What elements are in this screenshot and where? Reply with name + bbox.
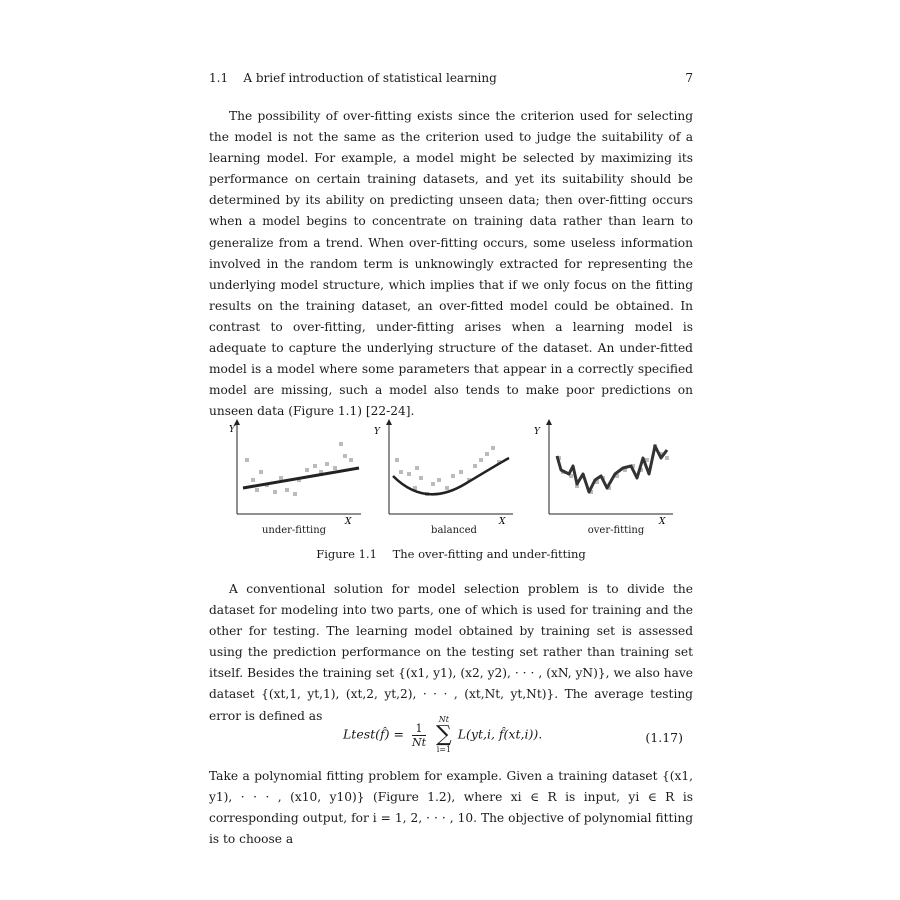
- figure-caption: [209, 547, 693, 561]
- scatter-points-1: [245, 442, 353, 496]
- plot-label-over-fitting: over-fitting: [587, 525, 645, 536]
- plot-label-balanced: balanced: [431, 525, 477, 536]
- equation-lhs: Ltest(f̂) =: [343, 726, 404, 742]
- equation-fraction: [412, 722, 426, 749]
- figure-plots: [215, 418, 685, 542]
- plot-over-fitting: [534, 418, 685, 527]
- equation-1-17: [209, 712, 693, 760]
- equation-denominator: Nt: [411, 735, 427, 749]
- equation-number: (1.17): [645, 730, 683, 745]
- equation-numerator: 1: [412, 722, 426, 736]
- header-title: A brief introduction of statistical learning: [243, 71, 497, 85]
- plot-under-fitting: [215, 418, 365, 527]
- fit-line-3: [557, 446, 667, 492]
- y-axis-label-3: Y: [534, 427, 540, 437]
- y-axis-label-2: Y: [374, 427, 380, 437]
- figure-caption-text: The over-fitting and under-fitting: [392, 547, 586, 561]
- header-section: 1.1 A brief introduction of statistical learning: [209, 71, 497, 85]
- y-axis-label-1: Y: [229, 425, 235, 435]
- x-axis-label-2: X: [499, 517, 506, 527]
- page-number: 7: [685, 71, 693, 85]
- paragraph-polynomial: Take a polynomial fitting problem for example. Given a training dataset {(x1, y1), · · · , (x10, y10)} (Figure 1.2), where xi ∈ R is input, yi ∈ R is corresponding output, for i = 1, 2, · · · , 10. The objective of polynomial fitting is to choose a: [209, 769, 693, 847]
- x-axis-label-3: X: [659, 517, 666, 527]
- equation-summand: L(yt,i, f̂(xt,i)).: [457, 726, 543, 742]
- equation-sum: [436, 716, 452, 754]
- running-header: [209, 71, 693, 89]
- figure-caption-number: Figure 1.1: [316, 547, 377, 561]
- paragraph-model-selection: A conventional solution for model selection problem is to divide the dataset for modeling into two parts, one of which is used for training and the other for testing. The learning model obtained by training set is assessed using the prediction performance on the testing set rather than training set itself. Besides the training set {(x1, y1), (x2, y2), · · · , (xN, yN)}, we also have dataset {(xt,1, yt,1), (xt,2, yt,2), · · · , (xt,Nt, yt,Nt)}. The average testing error is defined as: [209, 582, 693, 723]
- paragraph-overfitting: The possibility of over-fitting exists since the criterion used for selecting the model is not the same as the criterion used to judge the suitability of a learning model. For example, a model might be selected by maximizing its performance on certain training datasets, and yet its suitability should be determined by its ability on predicting unseen data; then over-fitting occurs when a model begins to concentrate on training data rather than learn to generalize from a trend. When over-fitting occurs, some useless information involved in the random term is unknowingly extracted for representing the underlying model structure, which implies that if we only focus on the fitting results on the training dataset, an over-fitted model could be obtained. In contrast to over-fitting, under-fitting arises when a learning model is adequate to capture the underlying structure of the dataset. An under-fitted model is a model where some parameters that appear in a correctly specified model are missing, such a model also tends to make poor predictions on unseen data (Figure 1.1) [22-24].: [209, 109, 693, 419]
- x-axis-label-1: X: [345, 517, 352, 527]
- equation-body: [343, 716, 542, 760]
- plot-balanced: [374, 418, 525, 527]
- sigma-icon: ∑: [436, 722, 452, 747]
- sum-upper-limit: Nt: [438, 715, 449, 724]
- sum-lower-limit: i=1: [436, 745, 452, 754]
- plot-label-under-fitting: under-fitting: [261, 525, 327, 536]
